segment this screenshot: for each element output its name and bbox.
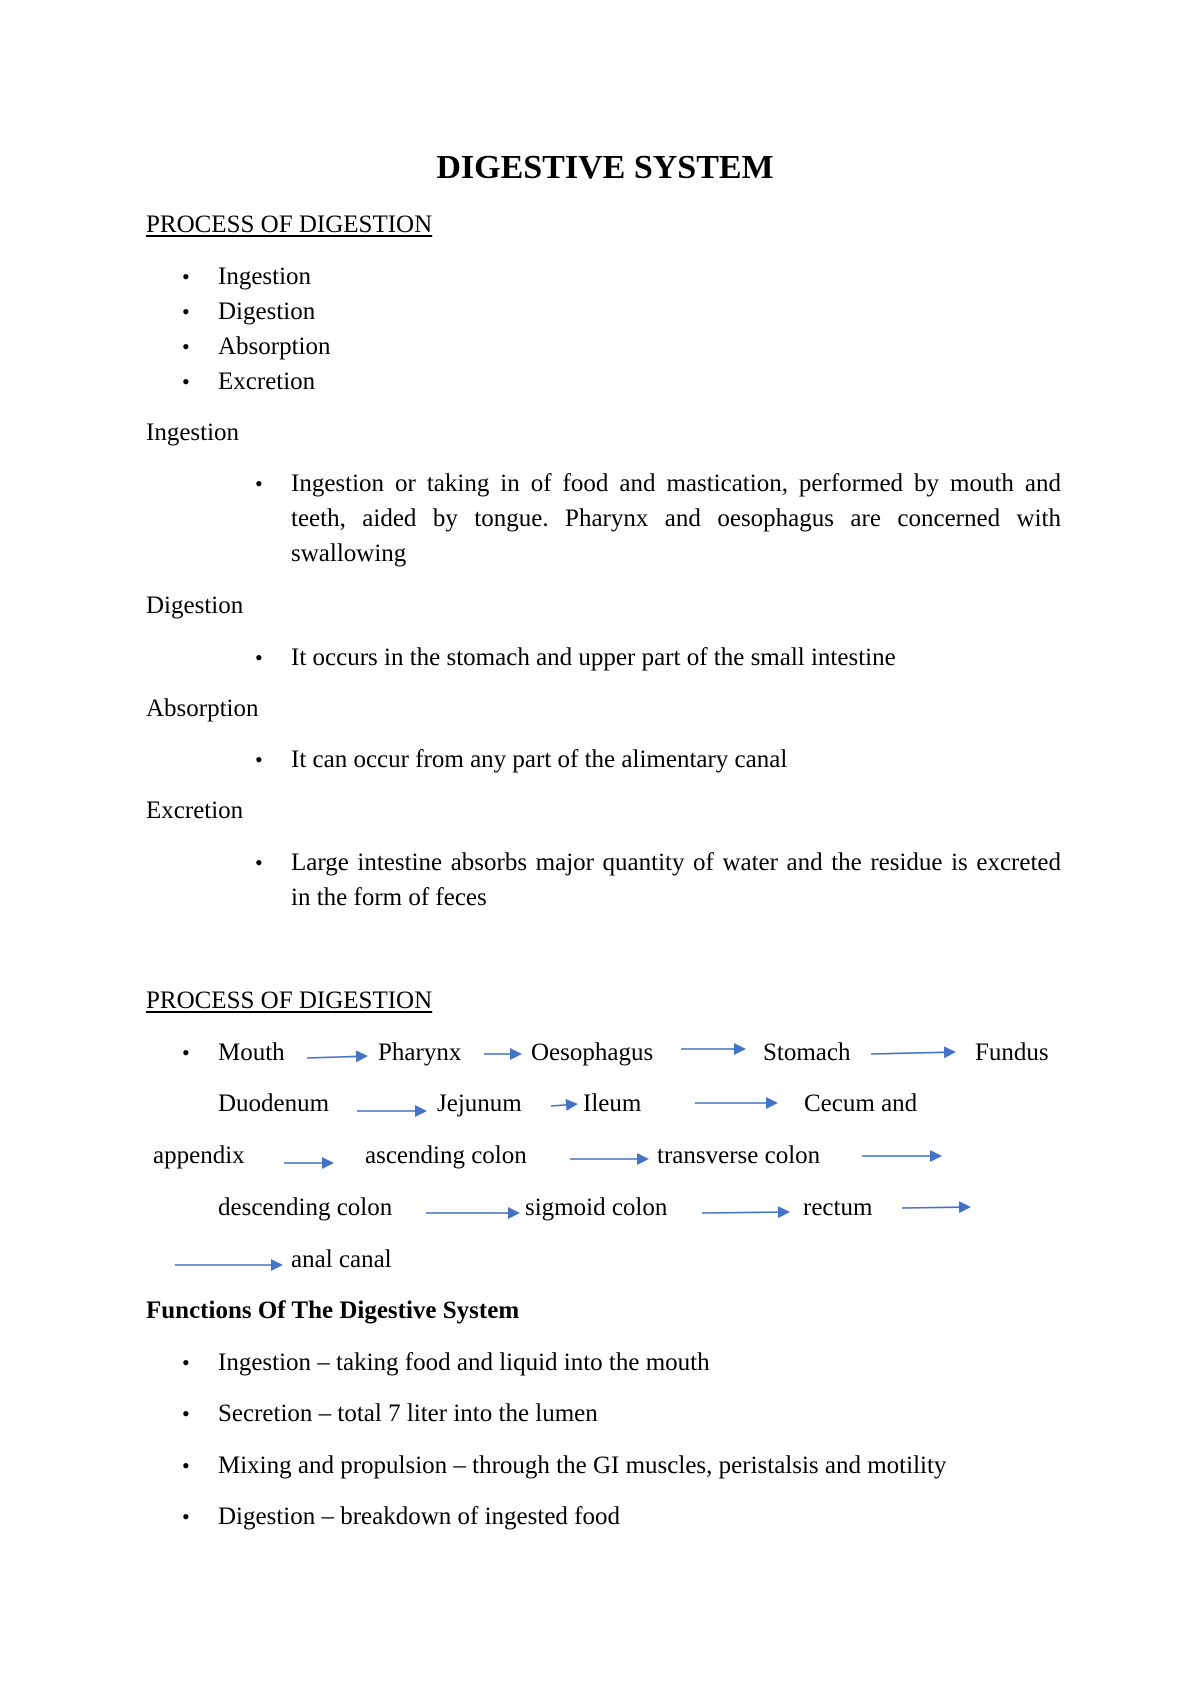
bullet-icon: • <box>182 1040 190 1065</box>
bullet-icon: • <box>255 747 263 772</box>
bullet-icon: • <box>182 1453 190 1478</box>
list-item: Excretion <box>218 368 316 395</box>
flow-arrow-head-icon-5 <box>415 1105 427 1117</box>
detail-text: It can occur from any part of the alimentary canal <box>291 746 788 773</box>
list-item: Digestion <box>218 298 316 325</box>
list-item: Absorption <box>218 333 331 360</box>
flow-arrow-line-4 <box>871 1052 944 1054</box>
function-item: Ingestion – taking food and liquid into the mouth <box>218 1349 710 1376</box>
flow-step-fundus: Fundus <box>975 1039 1049 1066</box>
function-item: Secretion – total 7 liter into the lumen <box>218 1400 598 1427</box>
flow-step-transverse-colon: transverse colon <box>657 1142 821 1169</box>
flow-step-ascending-colon: ascending colon <box>365 1142 527 1169</box>
flow-step-jejunum: Jejunum <box>437 1090 522 1117</box>
flow-step-descending-colon: descending colon <box>218 1194 393 1221</box>
flow-arrow-line-6 <box>551 1105 566 1106</box>
flow-arrow-head-icon-13 <box>959 1201 971 1213</box>
flow-arrow-head-icon-10 <box>930 1150 942 1162</box>
flow-step-cecum: Cecum and <box>804 1090 918 1117</box>
list-item: Ingestion <box>218 263 312 290</box>
flow-arrow-head-icon-11 <box>508 1207 520 1219</box>
flow-step-mouth: Mouth <box>218 1039 285 1066</box>
bullet-icon: • <box>182 264 190 289</box>
detail-label: Absorption <box>146 695 259 722</box>
flow-step-rectum: rectum <box>803 1194 873 1221</box>
bullet-icon: • <box>182 1401 190 1426</box>
functions-heading: Functions Of The Digestive System <box>146 1297 520 1324</box>
section-heading: PROCESS OF DIGESTION <box>146 211 433 238</box>
flow-arrow-head-icon-14 <box>271 1259 283 1271</box>
flow-arrow-head-icon-9 <box>637 1153 649 1165</box>
bullet-icon: • <box>255 850 263 875</box>
flow-step-oesophagus: Oesophagus <box>531 1039 654 1066</box>
function-item: Digestion – breakdown of ingested food <box>218 1503 621 1530</box>
detail-label: Ingestion <box>146 419 240 446</box>
flow-step-sigmoid-colon: sigmoid colon <box>525 1194 668 1221</box>
bullet-icon: • <box>182 369 190 394</box>
detail-label: Excretion <box>146 797 244 824</box>
bullet-icon: • <box>182 334 190 359</box>
flow-arrow-head-icon-12 <box>778 1206 790 1218</box>
flow-step-anal-canal: anal canal <box>291 1246 392 1273</box>
section-heading: PROCESS OF DIGESTION <box>146 987 433 1014</box>
detail-label: Digestion <box>146 592 244 619</box>
detail-text: Large intestine absorbs major quantity of water and the residue is excreted in the form of feces <box>291 849 1061 911</box>
flow-arrow-head-icon-4 <box>944 1046 956 1058</box>
function-item: Mixing and propulsion – through the GI muscles, peristalsis and motility <box>218 1452 947 1479</box>
flow-step-pharynx: Pharynx <box>378 1039 462 1066</box>
bullet-icon: • <box>182 299 190 324</box>
flow-arrow-head-icon-6 <box>566 1099 578 1111</box>
bullet-icon: • <box>182 1350 190 1375</box>
flow-step-ileum: Ileum <box>583 1090 642 1117</box>
flow-arrow-line-12 <box>702 1212 778 1213</box>
page-title: DIGESTIVE SYSTEM <box>436 149 774 186</box>
flow-arrow-head-icon-2 <box>510 1048 522 1060</box>
flow-arrow-head-icon-3 <box>734 1043 746 1055</box>
flow-step-appendix: appendix <box>153 1142 245 1169</box>
flow-arrow-head-icon-1 <box>356 1050 368 1062</box>
detail-text: It occurs in the stomach and upper part of the small intestine <box>291 644 896 671</box>
flow-arrow-line-13 <box>902 1207 959 1208</box>
bullet-icon: • <box>255 471 263 496</box>
flow-arrow-head-icon-8 <box>322 1157 334 1169</box>
flow-step-stomach: Stomach <box>763 1039 851 1066</box>
detail-text: Ingestion or taking in of food and mastication, performed by mouth and teeth, aided by tongue. Pharynx and oesophagus are concerned with swallowing <box>291 470 1061 567</box>
bullet-icon: • <box>255 645 263 670</box>
flow-arrow-head-icon-7 <box>766 1097 778 1109</box>
flow-step-duodenum: Duodenum <box>218 1090 330 1117</box>
flow-arrow-line-1 <box>307 1056 356 1058</box>
bullet-icon: • <box>182 1504 190 1529</box>
